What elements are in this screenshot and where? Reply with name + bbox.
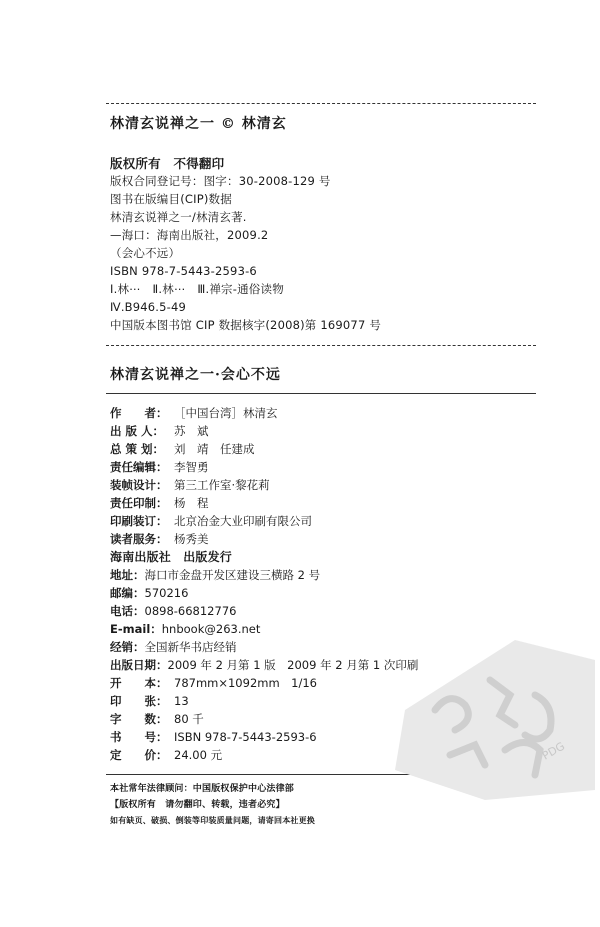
spec-label: 印 张： [110, 694, 168, 708]
contact-row [110, 568, 320, 583]
rights-notice: 【版权所有 请勿翻印、转载，违者必究】 [110, 800, 285, 810]
contact-label: 地址： [110, 568, 145, 582]
credit-label: 责任印制： [110, 496, 168, 510]
contact-value: hnbook@263.net [161, 622, 261, 636]
spec-label: 定 价： [110, 748, 168, 762]
cip-line: （会心不远） [110, 246, 181, 260]
credit-label: 总 策 划： [110, 442, 165, 456]
spec-row [110, 676, 317, 691]
credit-row [110, 424, 209, 439]
credit-label: 装帧设计： [110, 478, 168, 492]
book-title: 林清玄说禅之一·会心不远 [110, 367, 281, 383]
credit-label: 作 者： [110, 406, 168, 420]
spec-row [110, 730, 317, 745]
spec-value: ISBN 978-7-5443-2593-6 [174, 730, 317, 744]
credit-row [110, 532, 209, 547]
contact-label: E-mail： [110, 622, 162, 636]
contact-value: 570216 [144, 586, 189, 600]
contact-row [110, 640, 237, 655]
credit-row [110, 406, 278, 421]
cip-line: 图书在版编目(CIP)数据 [110, 192, 232, 206]
contact-label: 经销： [110, 640, 145, 654]
cip-line: 版权合同登记号：图字：30-2008-129 号 [110, 174, 331, 188]
spec-label: 书 号： [110, 730, 168, 744]
cip-line: 中国版本图书馆 CIP 数据核字(2008)第 169077 号 [110, 318, 382, 332]
copyright-title: 版权所有 不得翻印 [110, 156, 225, 171]
contact-label: 电话： [110, 604, 145, 618]
cip-line: Ⅰ.林⋯ Ⅱ.林⋯ Ⅲ.禅宗-通俗读物 [110, 282, 284, 296]
credit-label: 出 版 人： [110, 424, 165, 438]
spec-value: 24.00 元 [174, 748, 223, 762]
spec-value: 787mm×1092mm 1/16 [174, 676, 317, 690]
credit-label: 读者服务： [110, 532, 168, 546]
contact-label: 邮编： [110, 586, 145, 600]
cip-line: Ⅳ.B946.5-49 [110, 300, 187, 314]
credit-row [110, 442, 255, 457]
contact-value: 0898-66812776 [144, 604, 237, 618]
credit-value: 刘 靖 任建成 [174, 442, 255, 456]
legal-counsel: 本社常年法律顾问：中国版权保护中心法律部 [110, 784, 295, 794]
contact-value: 全国新华书店经销 [144, 640, 237, 654]
spec-label: 开 本： [110, 676, 168, 690]
spec-row [110, 712, 204, 727]
credit-row [110, 496, 209, 511]
credit-label: 责任编辑： [110, 460, 168, 474]
credit-value: 杨秀美 [174, 532, 209, 546]
cip-line: 林清玄说禅之一/林清玄著. [110, 210, 247, 224]
contact-label: 出版日期： [110, 658, 168, 672]
spec-label: 字 数： [110, 712, 168, 726]
spec-row [110, 748, 222, 763]
credit-value: 李智勇 [174, 460, 209, 474]
credit-value: ［中国台湾］林清玄 [174, 406, 278, 420]
top-divider [106, 103, 536, 104]
watermark-text: PDG [540, 739, 567, 763]
title-divider [106, 393, 536, 394]
watermark-seal [395, 640, 595, 800]
contact-row [110, 658, 418, 673]
defect-notice: 如有缺页、破损、倒装等印装质量问题，请寄回本社更换 [110, 816, 315, 825]
spec-row [110, 694, 189, 709]
spec-value: 13 [174, 694, 189, 708]
credit-value: 杨 程 [174, 496, 209, 510]
credit-label: 印刷装订： [110, 514, 168, 528]
credit-value: 第三工作室·黎花莉 [174, 478, 270, 492]
cip-line: —海口：海南出版社，2009.2 [110, 228, 269, 242]
credit-value: 苏 斌 [174, 424, 209, 438]
contact-row [110, 622, 260, 637]
contact-value: 海口市金盘开发区建设三横路 2 号 [144, 568, 321, 582]
credit-row [110, 460, 209, 475]
header-line: 林清玄说禅之一 © 林清玄 [110, 116, 287, 132]
contact-value: 2009 年 2 月第 1 版 2009 年 2 月第 1 次印刷 [167, 658, 419, 672]
contact-row [110, 586, 188, 601]
spec-value: 80 千 [174, 712, 204, 726]
cip-line: ISBN 978-7-5443-2593-6 [110, 264, 257, 278]
contact-row [110, 604, 236, 619]
mid-divider [106, 345, 536, 346]
credit-row [110, 478, 270, 493]
credit-row [110, 514, 312, 529]
publisher: 海南出版社 出版发行 [110, 550, 233, 564]
credit-value: 北京冶金大业印刷有限公司 [174, 514, 312, 528]
